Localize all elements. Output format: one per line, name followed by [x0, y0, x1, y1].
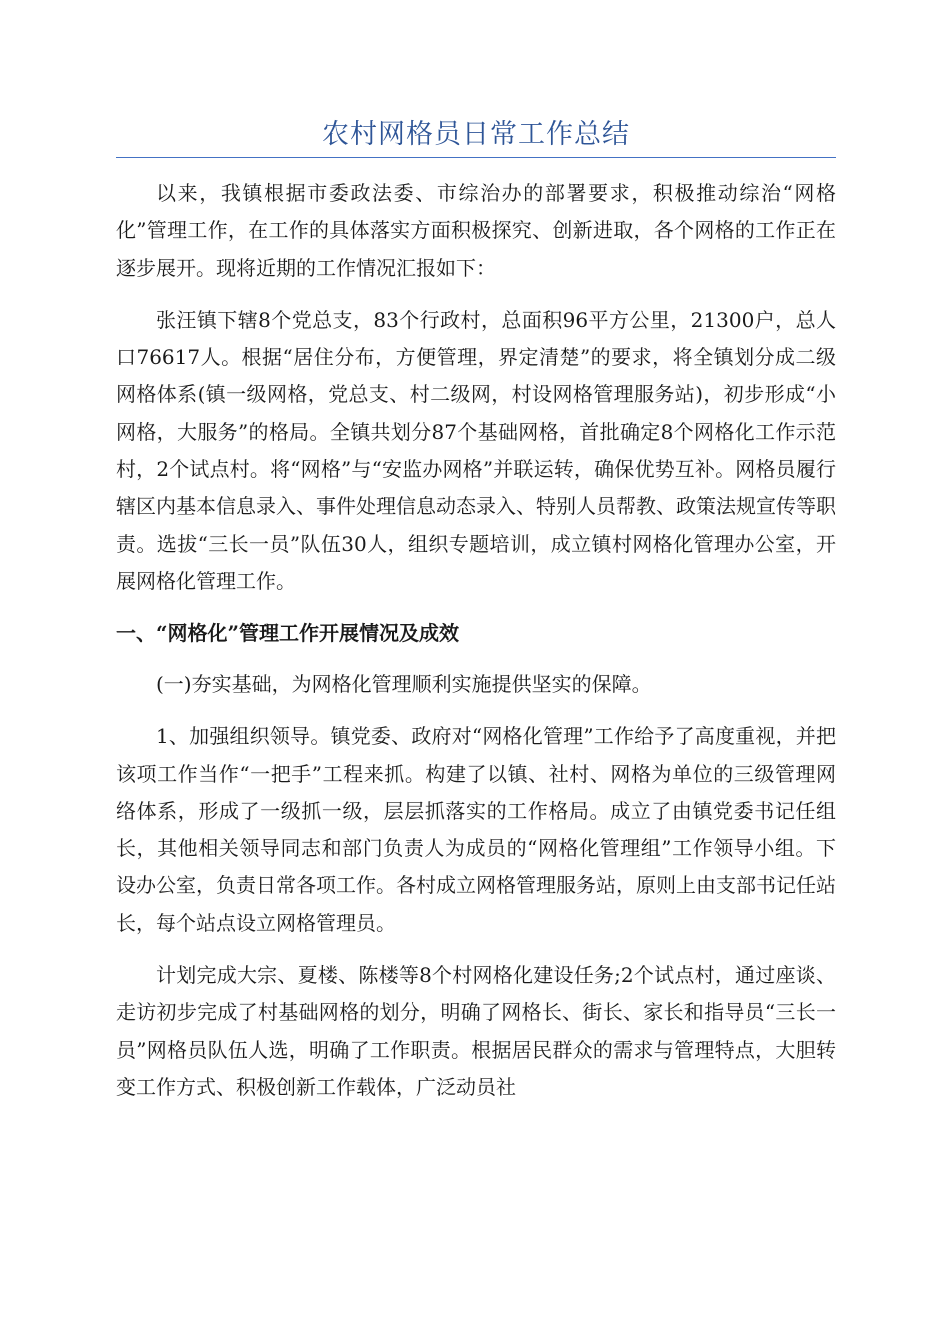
document-title: 农村网格员日常工作总结: [322, 119, 630, 150]
document-page: [116, 112, 836, 1121]
item-1-paragraph: 1、加强组织领导。镇党委、政府对“网格化管理”工作给予了高度重视，并把该项工作当作“一把手”工程来抓。构建了以镇、社村、网格为单位的三级管理网络体系，形成了一级抓一级，层层抓落实的工作格局。成立了由镇党委书记任组长，其他相关领导同志和部门负责人为成员的“网格化管理组”工作领导小组。下设办公室，负责日常各项工作。各村成立网格管理服务站，原则上由支部书记任站长，每个站点设立网格管理员。: [116, 724, 836, 935]
title-underline: [116, 157, 836, 158]
plan-paragraph: 计划完成大宗、夏楼、陈楼等8个村网格化建设任务;2个试点村，通过座谈、走访初步完成了村基础网格的划分，明确了网格长、街长、家长和指导员“三长一员”网格员队伍人选，明确了工作职责。根据居民群众的需求与管理特点，大胆转变工作方式、积极创新工作载体，广泛动员社: [116, 963, 836, 1099]
subsection-heading-1: (一)夯实基础，为网格化管理顺利实施提供坚实的保障。: [156, 672, 652, 697]
section-heading-1: 一、“网格化”管理工作开展情况及成效: [116, 621, 460, 646]
overview-paragraph: 张汪镇下辖8个党总支，83个行政村，总面积96平方公里，21300户，总人口76617人。根据“居住分布，方便管理，界定清楚”的要求，将全镇划分成二级网格体系(镇一级网格，党总支、村二级网，村设网格管理服务站)，初步形成“小网格，大服务”的格局。全镇共划分87个基础网格，首批确定8个网格化工作示范村，2个试点村。将“网格”与“安监办网格”并联运转，确保优势互补。网格员履行辖区内基本信息录入、事件处理信息动态录入、特别人员帮教、政策法规宣传等职责。选拔“三长一员”队伍30人，组织专题培训，成立镇村网格化管理办公室，开展网格化管理工作。: [116, 307, 836, 593]
intro-paragraph: 以来，我镇根据市委政法委、市综治办的部署要求，积极推动综治“网格化”管理工作，在工作的具体落实方面积极探究、创新进取，各个网格的工作正在逐步展开。现将近期的工作情况汇报如下：: [116, 181, 836, 280]
